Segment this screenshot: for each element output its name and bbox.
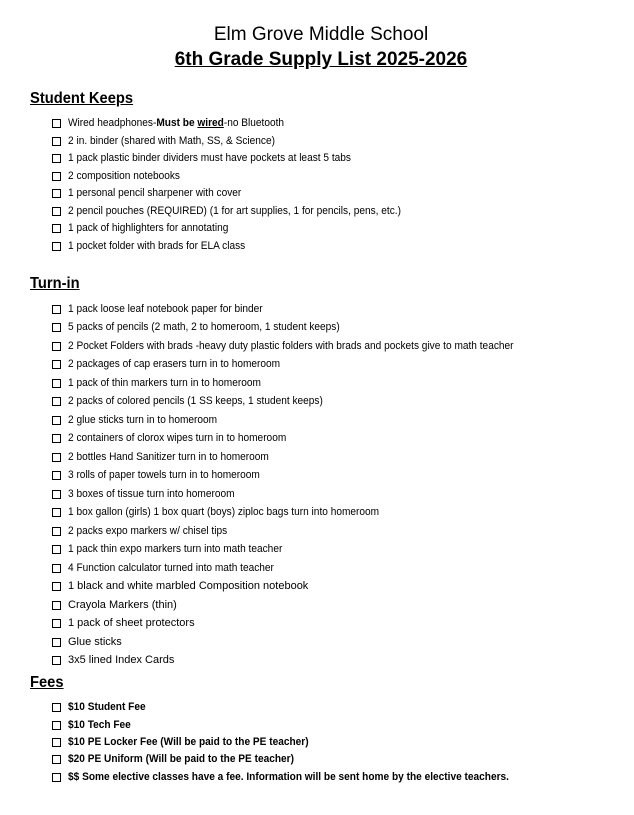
checkbox[interactable]: [52, 360, 61, 369]
checklist-item: [52, 750, 314, 768]
item-text: $$ Some elective classes have a fee. Information will be sent home by the elective teachers.: [68, 771, 509, 783]
item-text: $10 Student Fee: [68, 701, 146, 713]
checkbox[interactable]: [52, 619, 61, 628]
checklist-item: [52, 202, 430, 220]
checklist-item: [52, 698, 152, 716]
checklist-item: [52, 651, 174, 669]
document-title: [0, 49, 634, 71]
checkbox[interactable]: [52, 656, 61, 665]
checklist-item: [52, 733, 330, 751]
item-text: 1 pack plastic binder dividers must have pockets at least 5 tabs: [68, 152, 351, 164]
item-text: 2 containers of clorox wipes turn in to homeroom: [68, 432, 287, 444]
checklist-item: [52, 559, 292, 577]
item-text: [68, 117, 284, 129]
checkbox[interactable]: [52, 434, 61, 443]
section-heading-turn-in: Turn-in: [30, 275, 80, 292]
checklist-item: [52, 318, 363, 336]
item-text: 2 pencil pouches (REQUIRED) (1 for art supplies, 1 for pencils, pens, etc.): [68, 205, 401, 217]
school-name: Elm Grove Middle School: [213, 24, 429, 45]
checkbox[interactable]: [52, 490, 61, 499]
checklist-item: [52, 614, 195, 632]
checklist-item: [52, 633, 122, 651]
checkbox[interactable]: [52, 773, 61, 782]
item-text: 2 Pocket Folders with brads -heavy duty plastic folders with brads and pockets give to math teacher: [68, 340, 514, 352]
item-text: 3 rolls of paper towels turn in to homeroom: [68, 469, 260, 481]
checkbox[interactable]: [52, 755, 61, 764]
checkbox[interactable]: [52, 638, 61, 647]
checkbox[interactable]: [52, 564, 61, 573]
section-heading-fees: Fees: [30, 674, 64, 691]
item-text: $20 PE Uniform (Will be paid to the PE teacher): [68, 753, 294, 765]
checklist-item: [52, 149, 376, 167]
checklist-item: [52, 596, 177, 614]
checkbox[interactable]: [52, 189, 61, 198]
item-text: 1 pack of thin markers turn in to homeroom: [68, 377, 261, 389]
item-text-part: -no Bluetooth: [223, 117, 285, 129]
section-heading-student-keeps: Student Keeps: [30, 90, 134, 107]
item-text: 2 in. binder (shared with Math, SS, & Science): [68, 135, 275, 147]
item-text: Crayola Markers (thin): [68, 599, 177, 611]
checkbox[interactable]: [52, 172, 61, 181]
checkbox[interactable]: [52, 582, 61, 591]
checkbox[interactable]: [52, 305, 61, 314]
checklist-item: [52, 167, 190, 185]
checklist-item: [52, 485, 249, 503]
checklist-item: [52, 522, 241, 540]
checklist-item: [52, 448, 286, 466]
item-text: 4 Function calculator turned into math teacher: [68, 562, 274, 574]
checkbox[interactable]: [52, 154, 61, 163]
checklist-item: [52, 466, 277, 484]
checkbox[interactable]: [52, 703, 61, 712]
checklist-item: [52, 300, 280, 318]
checkbox[interactable]: [52, 738, 61, 747]
checklist-item: [52, 716, 136, 734]
checkbox[interactable]: [52, 207, 61, 216]
item-text-part: Wired headphones-: [68, 117, 157, 129]
checkbox[interactable]: [52, 471, 61, 480]
checklist-item: [52, 411, 230, 429]
checkbox[interactable]: [52, 397, 61, 406]
item-text: 1 pocket folder with brads for ELA class: [68, 240, 246, 252]
checklist-item: [52, 392, 345, 410]
checklist-item: [52, 503, 406, 521]
checkbox[interactable]: [52, 545, 61, 554]
checkbox[interactable]: [52, 601, 61, 610]
checkbox[interactable]: [52, 342, 61, 351]
checkbox[interactable]: [52, 137, 61, 146]
checkbox[interactable]: [52, 224, 61, 233]
item-text-bold: Must be: [156, 117, 198, 129]
checklist-item: [52, 355, 299, 373]
item-text: 1 pack loose leaf notebook paper for binder: [68, 303, 263, 315]
checklist-item: [52, 337, 552, 355]
item-text: $10 Tech Fee: [68, 719, 131, 731]
checklist-item: [52, 768, 547, 786]
item-text: 3 boxes of tissue turn into homeroom: [68, 488, 235, 500]
checkbox[interactable]: [52, 508, 61, 517]
checkbox[interactable]: [52, 453, 61, 462]
item-text: 2 glue sticks turn in to homeroom: [68, 414, 218, 426]
checklist-item: [52, 577, 308, 595]
checklist-item: [52, 540, 301, 558]
item-text: 1 pack of highlighters for annotating: [68, 222, 229, 234]
item-text: 2 packs of colored pencils (1 SS keeps, 1 student keeps): [68, 395, 323, 407]
item-text: 1 box gallon (girls) 1 box quart (boys) ziploc bags turn into homeroom: [68, 506, 380, 518]
item-text: 2 packages of cap erasers turn in to homeroom: [68, 358, 281, 370]
item-text: 1 black and white marbled Composition notebook: [68, 580, 309, 592]
checkbox[interactable]: [52, 416, 61, 425]
checklist-item: [52, 184, 256, 202]
checklist-item: [52, 429, 305, 447]
checklist-item: [52, 219, 242, 237]
checkbox[interactable]: [52, 527, 61, 536]
item-text: 1 personal pencil sharpener with cover: [68, 187, 242, 199]
checkbox[interactable]: [52, 379, 61, 388]
item-text: 2 composition notebooks: [68, 170, 180, 182]
item-text: 1 pack thin expo markers turn into math teacher: [68, 543, 283, 555]
checklist-item: [52, 132, 293, 150]
checklist-item: [52, 374, 278, 392]
item-text: Glue sticks: [68, 636, 122, 648]
item-text-bold-underlined: wired: [197, 117, 224, 129]
item-text: 2 bottles Hand Sanitizer turn in to homeroom: [68, 451, 269, 463]
item-text: 5 packs of pencils (2 math, 2 to homeroom, 1 student keeps): [68, 321, 340, 333]
document-title-text: 6th Grade Supply List 2025-2026: [174, 49, 468, 70]
checkbox[interactable]: [52, 242, 61, 251]
checklist-item: [52, 114, 303, 132]
item-text: $10 PE Locker Fee (Will be paid to the PE teacher): [68, 736, 309, 748]
item-text: 1 pack of sheet protectors: [68, 617, 195, 629]
checkbox[interactable]: [52, 721, 61, 730]
checklist-item: [52, 237, 261, 255]
checkbox[interactable]: [52, 323, 61, 332]
item-text: 3x5 lined Index Cards: [68, 654, 175, 666]
item-text: 2 packs expo markers w/ chisel tips: [68, 525, 228, 537]
checkbox[interactable]: [52, 119, 61, 128]
